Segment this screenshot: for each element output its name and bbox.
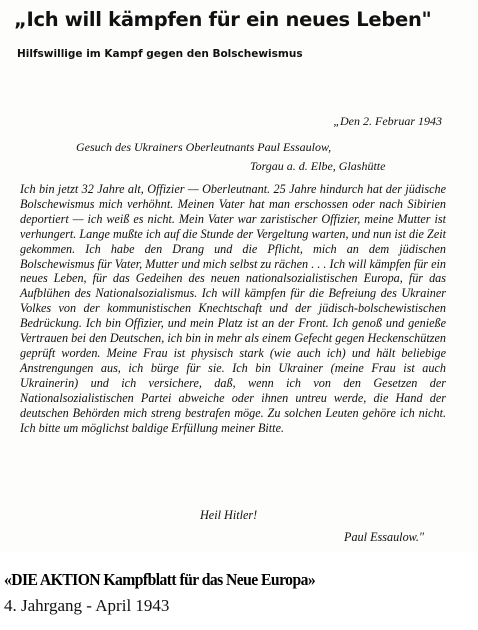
source-caption: «DIE AKTION Kampfblatt für das Neue Europa» bbox=[4, 570, 316, 589]
letter-closing: Heil Hitler! bbox=[200, 508, 258, 522]
request-title: Gesuch des Ukrainers Oberleutnants Paul Essaulow, bbox=[76, 140, 332, 154]
subheadline: Hilfswillige im Kampf gegen den Bolschewismus bbox=[17, 48, 303, 60]
issue-caption: 4. Jahrgang - April 1943 bbox=[4, 596, 170, 615]
letter-signature: Paul Essaulow." bbox=[344, 530, 425, 544]
letter-body-paragraph: Ich bin jetzt 32 Jahre alt, Offizier — Oberleutnant. 25 Jahre hindurch hat der jüdische Bolschewismus mich verhöhnt. Meinen Vater hat man erschossen oder nach Sibirien deportiert — ich weiß es nicht. Mein Vater war zaristischer Offizier, meine Mutter ist verhungert. Lange mußte ich auf die Stunde der Vergeltung warten, und nun ist die Zeit gekommen. Ich habe den Drang und die Pflicht, mich an dem jüdischen Bolschewismus für Vater, Mutter und mich selbst zu rächen . . . Ich will kämpfen für ein neues Leben, für das Gedeihen des neuen nationalsozialistischen Europa, für das Aufblühen des Nationalsozialismus. Ich will kämpfen für die Befreiung des Ukrainer Volkes von der kommunistischen Knechtschaft und der jüdisch-bolschewistischen Bedrückung. Ich bin Offizier, und mein Platz ist an der Front. Ich genoß und genieße Vertrauen bei den Deutschen, ich bin in mehr als einem Gefecht gegen Heckenschützen geprüft worden. Meine Frau ist physisch stark (wie auch ich) und hält beliebige Anstrengungen aus, ich bürge für sie. Ich bin Ukrainer (meine Frau ist auch Ukrainerin) und ich versichere, daß, wenn ich von den Gesetzen der Nationalsozialistischen Partei abweiche oder ihnen untreu werde, die Hand der deutschen Behörden mich streng bestrafen möge. Zu solchen Leuten gehöre ich nicht. Ich bitte um möglichst baldige Erfüllung meiner Bitte. bbox=[20, 182, 446, 435]
letter-date: „Den 2. Februar 1943 bbox=[333, 114, 442, 128]
letter-body bbox=[20, 182, 446, 435]
headline: „Ich will kämpfen für ein neues Leben" bbox=[14, 8, 432, 31]
request-place: Torgau a. d. Elbe, Glashütte bbox=[250, 159, 386, 173]
